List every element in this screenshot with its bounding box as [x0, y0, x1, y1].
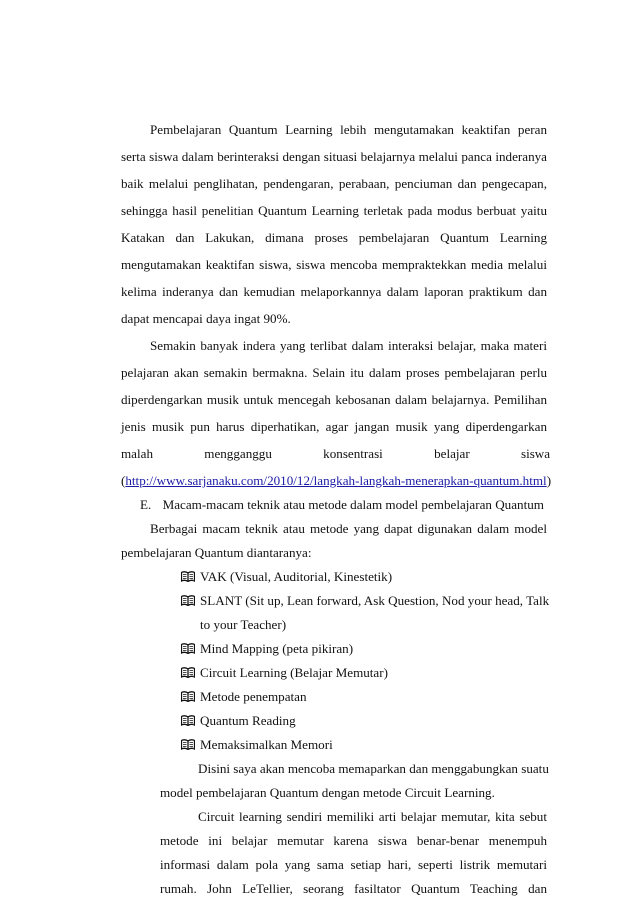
open-book-icon — [181, 715, 195, 726]
list-item — [181, 713, 547, 729]
list-item-label: Mind Mapping (peta pikiran) — [200, 641, 354, 656]
paragraph-line: informasi dalam pola yang sama setiap hari, seperti listrik memutari — [160, 857, 547, 872]
section-title: Macam-macam teknik atau metode dalam model pembelajaran Quantum — [162, 497, 544, 512]
paragraph-line: Disini saya akan mencoba memaparkan dan menggabungkan suatu — [198, 761, 549, 776]
list-item-label: Metode penempatan — [200, 689, 307, 704]
list-item-label: VAK (Visual, Auditorial, Kinestetik) — [200, 569, 393, 584]
paragraph-line: Katakan dan Lakukan, dimana proses pembelajaran Quantum Learning — [121, 230, 547, 245]
list-item-label: Quantum Reading — [200, 713, 296, 728]
open-book-icon — [181, 643, 195, 654]
paragraph-line: mengutamakan keaktifan siswa, siswa mencoba mempraktekkan media melalui — [121, 257, 547, 272]
paragraph-line: Pembelajaran Quantum Learning lebih mengutamakan keaktifan peran — [150, 122, 547, 137]
list-item — [181, 689, 547, 705]
list-item — [181, 593, 550, 609]
source-link[interactable]: http://www.sarjanaku.com/2010/12/langkah-langkah-menerapkan-quantum.html — [125, 473, 547, 488]
section-heading — [140, 497, 544, 513]
open-book-icon — [181, 571, 195, 582]
paragraph-line: Berbagai macam teknik atau metode yang dapat digunakan dalam model — [150, 521, 547, 536]
paragraph-line: rumah. John LeTellier, seorang fasiltator Quantum Teaching dan — [160, 881, 547, 896]
paragraph-line: diperdengarkan musik untuk mencegah kebosanan dalam belajarnya. Pemilihan — [121, 392, 547, 407]
list-item-continuation: to your Teacher) — [200, 617, 287, 632]
paragraph-line: pembelajaran Quantum diantaranya: — [121, 545, 312, 560]
list-item — [181, 737, 547, 753]
citation-open: ( — [121, 473, 126, 488]
source-citation — [121, 473, 552, 489]
open-book-icon — [181, 691, 195, 702]
paragraph-line: baik melalui penglihatan, pendengaran, perabaan, penciuman dan pengecapan, — [121, 176, 547, 191]
open-book-icon — [181, 667, 195, 678]
citation-close: ) — [546, 473, 552, 488]
paragraph-line: malah mengganggu konsentrasi belajar siswa — [121, 446, 551, 461]
paragraph-line: Semakin banyak indera yang terlibat dalam interaksi belajar, maka materi — [150, 338, 547, 353]
paragraph-line: serta siswa dalam berinteraksi dengan situasi belajarnya melalui panca inderanya — [121, 149, 547, 164]
list-item-label: Circuit Learning (Belajar Memutar) — [200, 665, 388, 680]
paragraph-line: kelima inderanya dan kemudian melaporkannya dalam laporan praktikum dan — [121, 284, 547, 299]
paragraph-line: Circuit learning sendiri memiliki arti belajar memutar, kita sebut — [198, 809, 547, 824]
paragraph-line: metode ini belajar memutar karena siswa benar-benar menempuh — [160, 833, 547, 848]
list-item-label: Memaksimalkan Memori — [200, 737, 333, 752]
paragraph-line: jenis musik pun harus diperhatikan, agar jangan musik yang diperdengarkan — [121, 419, 547, 434]
paragraph-line: pelajaran akan semakin bermakna. Selain itu dalam proses pembelajaran perlu — [121, 365, 547, 380]
paragraph-line: model pembelajaran Quantum dengan metode Circuit Learning. — [160, 785, 495, 800]
list-item — [181, 641, 547, 657]
section-label: E. — [140, 497, 152, 512]
open-book-icon — [181, 739, 195, 750]
list-item-label: SLANT (Sit up, Lean forward, Ask Question, Nod your head, Talk — [200, 593, 550, 608]
paragraph-line: sehingga hasil penelitian Quantum Learning terletak pada modus berbuat yaitu — [121, 203, 547, 218]
paragraph-line: dapat mencapai daya ingat 90%. — [121, 311, 291, 326]
open-book-icon — [181, 595, 195, 606]
list-item — [181, 665, 547, 681]
list-item — [181, 569, 547, 585]
